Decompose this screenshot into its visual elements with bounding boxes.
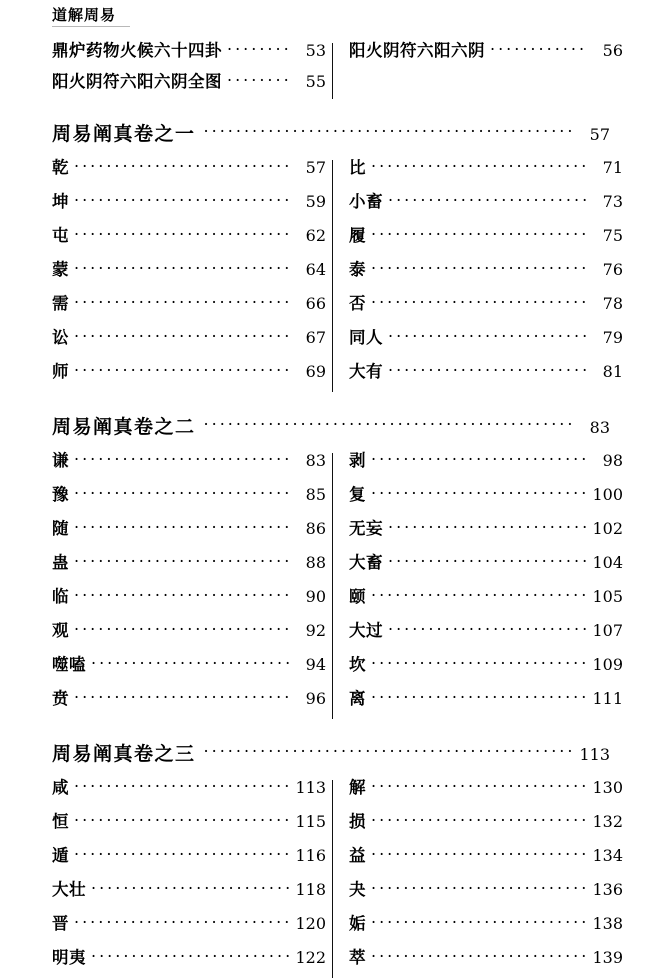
dot-leader: [371, 483, 587, 500]
toc-entry-title: 小畜: [349, 191, 383, 211]
dot-leader: [388, 619, 587, 636]
toc-entry-title: 遁: [52, 845, 69, 865]
toc-entry-page-number: 111: [592, 688, 623, 708]
toc-entry-page-number: 136: [592, 879, 623, 899]
toc-entry-title: 噬嗑: [52, 654, 86, 674]
toc-entry-title: 大畜: [349, 552, 383, 572]
dot-leader: [371, 258, 588, 275]
toc-entry[interactable]: [52, 39, 326, 70]
toc-entry-title: 蒙: [52, 259, 69, 279]
toc-entry-page-number: 100: [592, 484, 623, 504]
dot-leader: [371, 585, 587, 602]
toc-entry[interactable]: [52, 292, 326, 326]
toc-entry[interactable]: [349, 585, 623, 619]
dot-leader: [204, 414, 572, 433]
toc-entry-title: 咸: [52, 777, 69, 797]
toc-entry[interactable]: [52, 844, 326, 878]
dot-leader: [371, 946, 587, 963]
toc-entry[interactable]: [349, 946, 623, 980]
toc-column-left: [52, 776, 332, 980]
toc-entry-page-number: 98: [602, 450, 623, 470]
toc-entry[interactable]: [52, 912, 326, 946]
toc-entry-page-number: 86: [305, 518, 326, 538]
dot-leader: [74, 687, 291, 704]
dot-leader: [204, 121, 572, 140]
dot-leader: [74, 619, 291, 636]
toc-entry[interactable]: [52, 360, 326, 394]
dot-leader: [74, 190, 291, 207]
toc-entry-page-number: 132: [592, 811, 623, 831]
toc-entry[interactable]: [349, 360, 623, 394]
toc-entry-title: 晋: [52, 913, 69, 933]
toc-entry-page-number: 69: [305, 361, 326, 381]
dot-leader: [74, 585, 291, 602]
toc-entry[interactable]: [52, 619, 326, 653]
toc-entry-title: 观: [52, 620, 69, 640]
toc-entry-page-number: 67: [305, 327, 326, 347]
toc-entry[interactable]: [349, 878, 623, 912]
toc-entry[interactable]: [52, 449, 326, 483]
toc-entry[interactable]: [52, 776, 326, 810]
toc-entry-page-number: 118: [295, 879, 326, 899]
dot-leader: [388, 551, 587, 568]
dot-leader: [74, 292, 291, 309]
dot-leader: [371, 224, 588, 241]
dot-leader: [371, 156, 588, 173]
section-heading[interactable]: [52, 119, 610, 146]
toc-entry-page-number: 109: [592, 654, 623, 674]
toc-entry[interactable]: [52, 878, 326, 912]
dot-leader: [490, 39, 588, 56]
dot-leader: [74, 156, 291, 173]
toc-entry[interactable]: [349, 619, 623, 653]
toc-entry-page-number: 113: [295, 777, 326, 797]
dot-leader: [388, 360, 588, 377]
toc-entry[interactable]: [52, 156, 326, 190]
toc-entry[interactable]: [52, 70, 326, 101]
toc-column-right: [333, 776, 623, 980]
dot-leader: [74, 810, 290, 827]
toc-entry-page-number: 107: [592, 620, 623, 640]
toc-entry-page-number: 64: [305, 259, 326, 279]
toc-entry-title: 萃: [349, 947, 366, 967]
dot-leader: [227, 70, 291, 87]
dot-leader: [74, 326, 291, 343]
toc-entry-page-number: 96: [305, 688, 326, 708]
toc-entry[interactable]: [349, 190, 623, 224]
toc-entry[interactable]: [52, 585, 326, 619]
toc-entry-page-number: 76: [602, 259, 623, 279]
toc-entry-block: [52, 156, 623, 394]
section-heading-page-number: 57: [589, 125, 610, 144]
toc-entry[interactable]: [349, 258, 623, 292]
toc-entry-page-number: 57: [305, 157, 326, 177]
toc-entry[interactable]: [349, 517, 623, 551]
toc-entry-page-number: 104: [592, 552, 623, 572]
section-heading[interactable]: [52, 412, 610, 439]
toc-entry-title: 坤: [52, 191, 69, 211]
toc-entry[interactable]: [52, 483, 326, 517]
toc-entry-title: 履: [349, 225, 366, 245]
section-heading-title: 周易阐真卷之二: [52, 416, 196, 438]
dot-leader: [371, 810, 587, 827]
toc-entry-page-number: 90: [305, 586, 326, 606]
toc-entry[interactable]: [52, 190, 326, 224]
toc-entry-page-number: 88: [305, 552, 326, 572]
toc-column-right: [333, 39, 623, 70]
dot-leader: [91, 946, 290, 963]
toc-entry-title: 鼎炉药物火候六十四卦: [52, 40, 222, 60]
dot-leader: [74, 224, 291, 241]
toc-entry-block: [52, 776, 623, 980]
toc-entry-title: 明夷: [52, 947, 86, 967]
running-head-rule: [52, 26, 130, 27]
toc-entry-title: 豫: [52, 484, 69, 504]
dot-leader: [74, 360, 291, 377]
toc-entry-page-number: 92: [305, 620, 326, 640]
dot-leader: [371, 653, 587, 670]
toc-entry-title: 夬: [349, 879, 366, 899]
toc-entry-title: 泰: [349, 259, 366, 279]
toc-entry-title: 坎: [349, 654, 366, 674]
toc-entry-page-number: 62: [305, 225, 326, 245]
dot-leader: [227, 39, 291, 56]
toc-entry[interactable]: [52, 653, 326, 687]
dot-leader: [74, 449, 291, 466]
toc-entry-page-number: 81: [602, 361, 623, 381]
toc-entry[interactable]: [349, 810, 623, 844]
toc-entry-page-number: 66: [305, 293, 326, 313]
toc-entry-page-number: 53: [305, 40, 326, 60]
toc-entry-page-number: 105: [592, 586, 623, 606]
toc-entry[interactable]: [52, 810, 326, 844]
toc-entry-title: 临: [52, 586, 69, 606]
toc-entry-page-number: 73: [602, 191, 623, 211]
toc-entry-title: 颐: [349, 586, 366, 606]
toc-entry-page-number: 79: [602, 327, 623, 347]
toc-column-left: [52, 39, 332, 101]
toc-entry-page-number: 122: [295, 947, 326, 967]
dot-leader: [91, 653, 291, 670]
toc-entry-page-number: 138: [592, 913, 623, 933]
toc-entry-title: 比: [349, 157, 366, 177]
toc-entry[interactable]: [349, 687, 623, 721]
toc-entry[interactable]: [52, 946, 326, 980]
toc-entry[interactable]: [52, 224, 326, 258]
toc-column-left: [52, 449, 332, 721]
section-heading[interactable]: [52, 739, 610, 766]
dot-leader: [371, 292, 588, 309]
toc-entry[interactable]: [349, 156, 623, 190]
toc-column-right: [333, 156, 623, 394]
toc-entry-title: 随: [52, 518, 69, 538]
dot-leader: [371, 912, 587, 929]
section-heading-page-number: 83: [589, 418, 610, 437]
toc-entry-page-number: 130: [592, 777, 623, 797]
toc-entry-page-number: 116: [295, 845, 326, 865]
toc-entry-title: 剥: [349, 450, 366, 470]
running-head: 道解周易: [52, 6, 117, 24]
section-heading-title: 周易阐真卷之一: [52, 123, 196, 145]
toc-entry[interactable]: [349, 653, 623, 687]
dot-leader: [74, 258, 291, 275]
toc-entry-title: 屯: [52, 225, 69, 245]
toc-entry-title: 阳火阴符六阳六阴全图: [52, 71, 222, 91]
toc-entry[interactable]: [52, 326, 326, 360]
toc-entry-title: 益: [349, 845, 366, 865]
toc-entry[interactable]: [349, 449, 623, 483]
toc-entry-title: 复: [349, 484, 366, 504]
toc-content: [52, 39, 623, 980]
section-heading-page-number: 113: [579, 745, 610, 764]
toc-entry-title: 谦: [52, 450, 69, 470]
toc-entry-title: 大壮: [52, 879, 86, 899]
toc-entry-title: 姤: [349, 913, 366, 933]
toc-entry[interactable]: [349, 551, 623, 585]
dot-leader: [74, 844, 290, 861]
dot-leader: [388, 190, 588, 207]
toc-entry-page-number: 55: [305, 71, 326, 91]
toc-entry[interactable]: [52, 687, 326, 721]
toc-entry-title: 否: [349, 293, 366, 313]
dot-leader: [204, 741, 572, 760]
dot-leader: [74, 551, 291, 568]
toc-entry-block: [52, 449, 623, 721]
toc-entry-page-number: 71: [602, 157, 623, 177]
section-heading-title: 周易阐真卷之三: [52, 743, 196, 765]
toc-entry-page-number: 134: [592, 845, 623, 865]
dot-leader: [371, 844, 587, 861]
toc-entry-title: 师: [52, 361, 69, 381]
dot-leader: [388, 326, 588, 343]
toc-entry-page-number: 78: [602, 293, 623, 313]
dot-leader: [74, 483, 291, 500]
toc-entry-page-number: 139: [592, 947, 623, 967]
toc-entry-page-number: 115: [295, 811, 326, 831]
toc-entry-title: 大有: [349, 361, 383, 381]
toc-entry-title: 讼: [52, 327, 69, 347]
toc-entry[interactable]: [349, 39, 623, 70]
toc-entry-title: 同人: [349, 327, 383, 347]
toc-entry-title: 损: [349, 811, 366, 831]
toc-entry-title: 贲: [52, 688, 69, 708]
dot-leader: [91, 878, 290, 895]
toc-entry[interactable]: [349, 292, 623, 326]
toc-entry-title: 解: [349, 777, 366, 797]
dot-leader: [74, 517, 291, 534]
toc-entry[interactable]: [349, 224, 623, 258]
toc-entry-block: [52, 39, 623, 101]
toc-column-right: [333, 449, 623, 721]
toc-entry-title: 恒: [52, 811, 69, 831]
toc-entry-title: 需: [52, 293, 69, 313]
dot-leader: [74, 776, 290, 793]
toc-entry[interactable]: [349, 326, 623, 360]
dot-leader: [371, 776, 587, 793]
toc-entry[interactable]: [52, 258, 326, 292]
toc-entry[interactable]: [52, 551, 326, 585]
dot-leader: [74, 912, 290, 929]
toc-entry-page-number: 59: [305, 191, 326, 211]
toc-entry-page-number: 102: [592, 518, 623, 538]
dot-leader: [371, 878, 587, 895]
toc-entry[interactable]: [52, 517, 326, 551]
dot-leader: [388, 517, 587, 534]
toc-entry-title: 无妄: [349, 518, 383, 538]
toc-entry-title: 大过: [349, 620, 383, 640]
toc-entry-page-number: 85: [305, 484, 326, 504]
dot-leader: [371, 449, 588, 466]
toc-entry-title: 蛊: [52, 552, 69, 572]
toc-entry-page-number: 94: [305, 654, 326, 674]
toc-entry[interactable]: [349, 844, 623, 878]
toc-entry-page-number: 83: [305, 450, 326, 470]
toc-entry-title: 阳火阴符六阳六阴: [349, 40, 485, 60]
toc-column-left: [52, 156, 332, 394]
toc-entry[interactable]: [349, 483, 623, 517]
toc-entry-title: 乾: [52, 157, 69, 177]
toc-entry-page-number: 120: [295, 913, 326, 933]
toc-entry[interactable]: [349, 912, 623, 946]
toc-entry[interactable]: [349, 776, 623, 810]
toc-entry-page-number: 75: [602, 225, 623, 245]
toc-entry-page-number: 56: [602, 40, 623, 60]
toc-entry-title: 离: [349, 688, 366, 708]
dot-leader: [371, 687, 587, 704]
